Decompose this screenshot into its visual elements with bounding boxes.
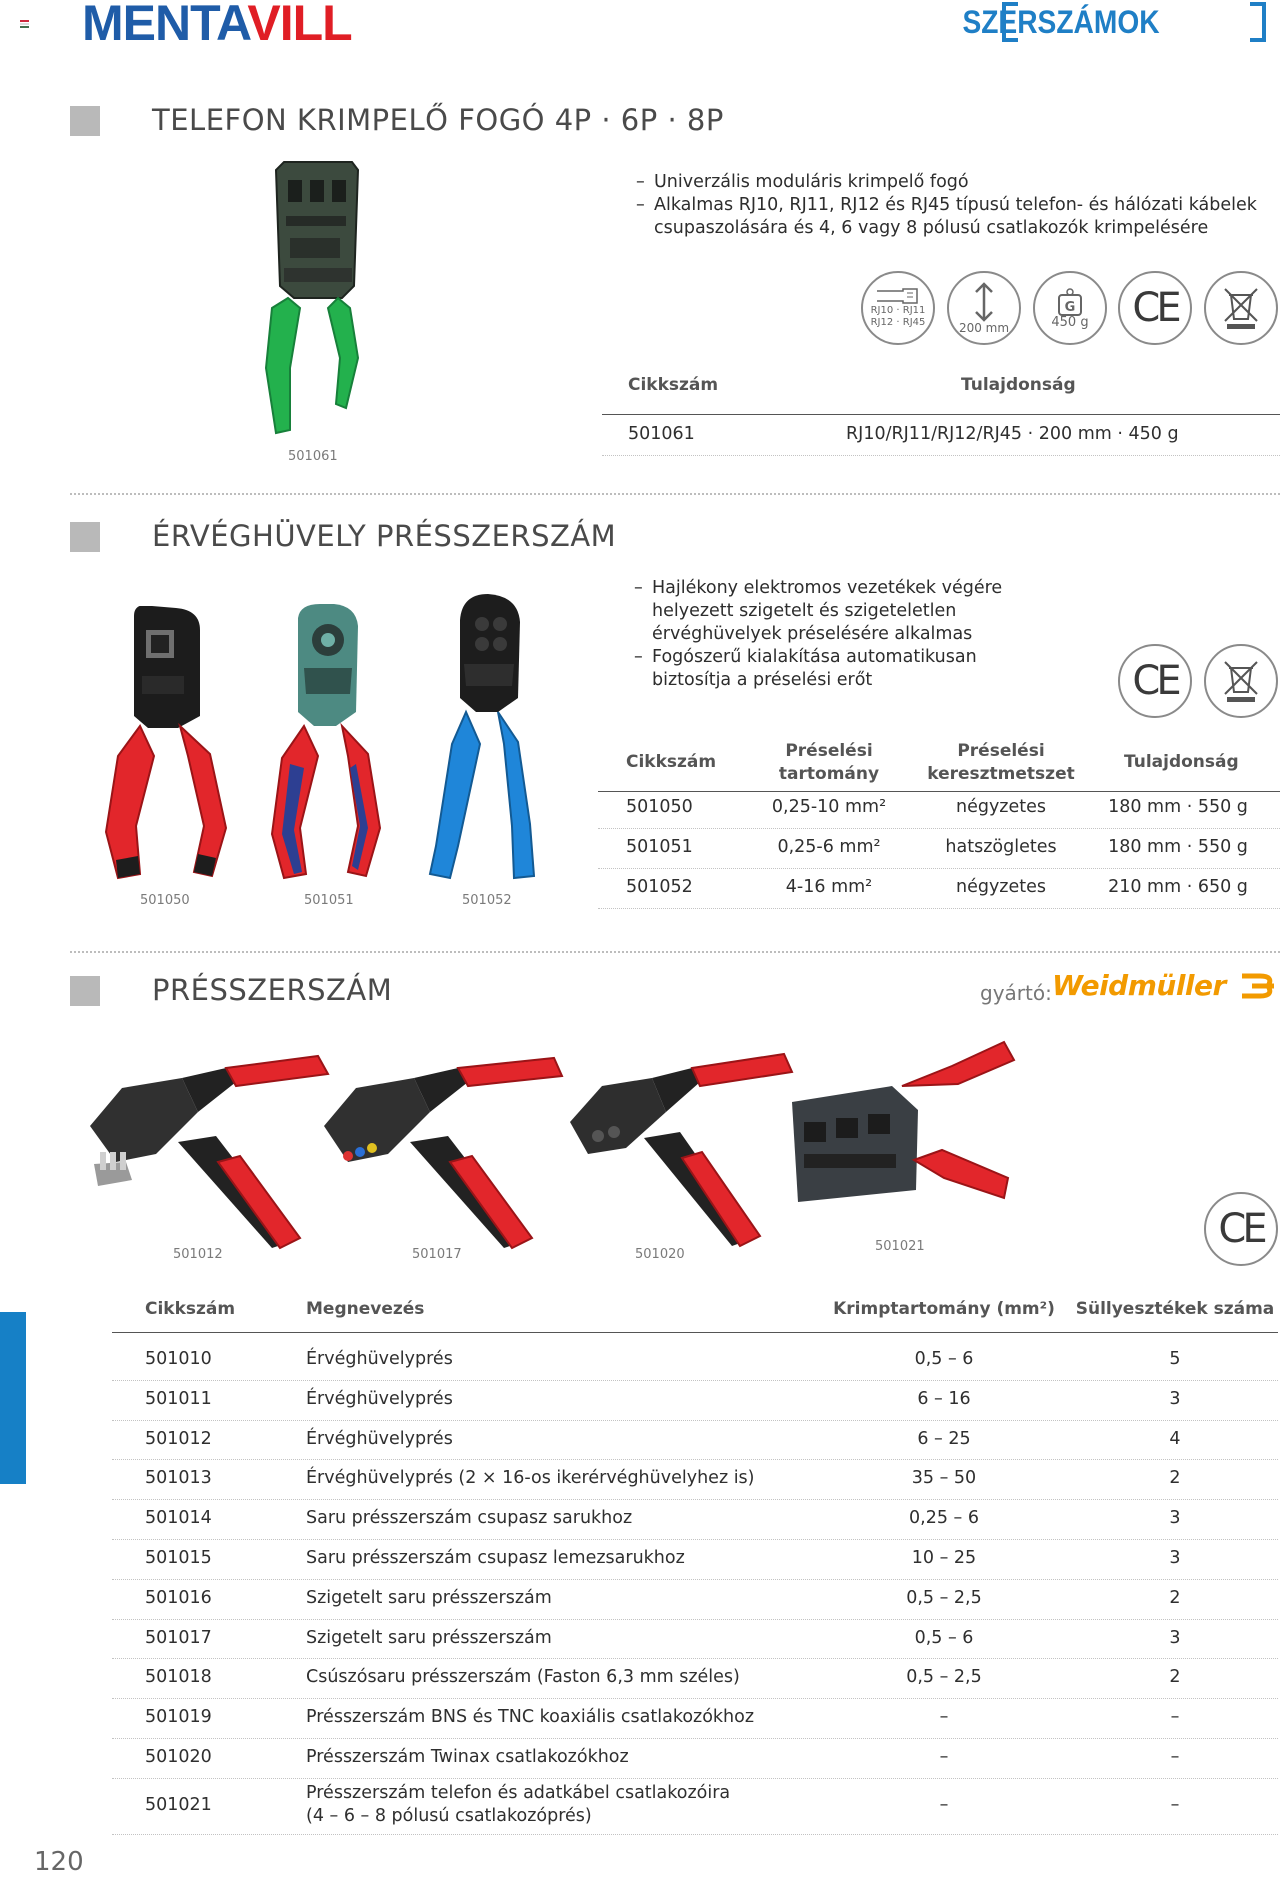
table3-cell-range: 0,25 – 6 [909,1508,979,1529]
table2-cell-property: 210 mm · 650 g [1108,877,1248,897]
table2-cell-code: 501051 [626,837,693,857]
table3-cell-range: – [939,1707,949,1728]
bullet-item: – Fogószerű kialakítása automatikusan biztosítja a préselési erőt [634,646,1034,692]
table3-cell-count: 3 [1169,1547,1181,1568]
table3-cell-code: 501010 [145,1348,212,1369]
crimper-501050-image [104,606,234,882]
table3-cell-count: – [1170,1746,1180,1767]
table3-cell-code: 501011 [145,1388,212,1409]
table1-cell-code: 501061 [628,424,695,444]
table3-header-line [112,1332,1278,1333]
table2-cell-section: négyzetes [955,797,1047,817]
table3-row-line [112,1619,1278,1620]
ce-mark-icon [1204,1192,1278,1266]
table3-cell-range: 35 – 50 [911,1468,977,1489]
table3-cell-name: Érvéghüvelyprés [306,1428,453,1449]
table2-header-range: Préselési tartomány [778,741,880,784]
table3-cell-range: 10 – 25 [911,1547,977,1568]
section-marker [70,976,100,1006]
table3-row-line [112,1380,1278,1381]
table3-header-name: Megnevezés [306,1299,425,1319]
table3-row-line [112,1499,1278,1500]
table3-row-line [112,1579,1278,1580]
table3-cell-name-line2: (4 – 6 – 8 pólusú csatlakozóprés) [306,1805,592,1826]
section-title-erveghuvely: ÉRVÉGHÜVELY PRÉSSZERSZÁM [152,519,617,553]
table3-cell-range: – [939,1794,949,1815]
table2-cell-section: hatszögletes [945,837,1057,857]
table2-cell-section: négyzetes [955,877,1047,897]
table3-cell-count: 2 [1169,1587,1181,1608]
image-code-501020: 501020 [635,1247,685,1262]
table2-cell-property: 180 mm · 550 g [1108,797,1248,817]
ce-mark-text: CE [1132,285,1178,331]
crimper-501052-image [422,594,552,880]
table2-header-section: Préselési keresztmetszet [927,741,1075,784]
table3-row-line [112,1698,1278,1699]
image-code-501052: 501052 [462,893,512,908]
presstool-501017-image [318,1052,564,1252]
table2-row-line [598,868,1280,869]
table3-cell-code: 501012 [145,1428,212,1449]
table3-cell-code: 501017 [145,1627,212,1648]
table2-cell-range: 4-16 mm² [785,877,873,897]
page-number: 120 [34,1847,84,1877]
table3-row-line [112,1539,1278,1540]
presstool-501021-image [782,1040,1022,1240]
weee-bin-icon [1204,271,1278,345]
table1-cell-property: RJ10/RJ11/RJ12/RJ45 · 200 mm · 450 g [846,424,1179,444]
crimper-501061-image [254,158,374,438]
table2-row-line [598,908,1280,909]
table3-cell-name: Érvéghüvelyprés [306,1388,453,1409]
bullet-item: – Hajlékony elektromos vezetékek végére helyezett szigetelt és szigeteletlen érvéghüvelyek préselésére alkalmas [634,577,1034,646]
table2-cell-code: 501050 [626,797,693,817]
table3-cell-range: 0,5 – 6 [914,1348,974,1369]
table3-row-line [112,1658,1278,1659]
logo-part-menta: MENTA [82,0,248,51]
section-title-presszerszam: PRÉSSZERSZÁM [152,973,393,1007]
table2-header-line [598,791,1280,792]
weight-icon [1033,271,1107,345]
table1-header-line [602,414,1280,415]
flag-icon [20,20,29,27]
table3-cell-range: – [939,1746,949,1767]
length-icon [947,271,1021,345]
table3-cell-range: 0,5 – 2,5 [906,1667,982,1688]
logo-part-vill: VILL [247,0,352,51]
table3-row-line [112,1738,1278,1739]
table3-cell-count: 3 [1169,1508,1181,1529]
table2-row-line [598,828,1280,829]
ce-mark-text: CE [1218,1206,1264,1252]
table3-cell-code: 501015 [145,1547,212,1568]
weight-value: 450 g [1051,315,1089,330]
table3-cell-code: 501013 [145,1468,212,1489]
table3-header-code: Cikkszám [145,1299,236,1319]
crimper-501051-image [264,604,394,882]
table3-cell-count: – [1170,1794,1180,1815]
image-code-501050: 501050 [140,893,190,908]
table3-header-count: Süllyesztékek száma [1075,1299,1275,1319]
connector-types-line1: RJ10 · RJ11 [870,305,926,316]
table3-cell-range: 0,5 – 6 [914,1627,974,1648]
table1-header-property: Tulajdonság [961,375,1076,395]
table3-cell-count: 5 [1169,1348,1181,1369]
table3-cell-count: 3 [1169,1388,1181,1409]
table3-cell-name: Szigetelt saru présszerszám [306,1627,552,1648]
weee-bin-icon [1204,644,1278,718]
table3-row-line [112,1459,1278,1460]
weidmuller-mark-icon [1240,970,1276,1006]
section2-bullets [634,577,1034,692]
table3-cell-name: Érvéghüvelyprés (2 × 16-os ikerérvéghüvelyhez is) [306,1468,755,1489]
table3-cell-name: Présszerszám BNS és TNC koaxiális csatlakozókhoz [306,1707,755,1728]
table3-cell-code: 501014 [145,1508,212,1529]
table3-cell-count: 2 [1169,1468,1181,1489]
table3-row-line [112,1420,1278,1421]
table3-cell-code: 501021 [145,1794,212,1815]
image-code-501021: 501021 [875,1239,925,1254]
table3-cell-code: 501018 [145,1667,212,1688]
image-code-501051: 501051 [304,893,354,908]
table3-cell-code: 501016 [145,1587,212,1608]
table3-cell-name: Szigetelt saru présszerszám [306,1587,552,1608]
table3-cell-count: – [1170,1707,1180,1728]
section-marker [70,106,100,136]
table3-cell-range: 6 – 16 [917,1388,971,1409]
table1-header-code: Cikkszám [628,375,719,395]
table3-row-line [112,1778,1278,1779]
table3-cell-range: 6 – 25 [917,1428,971,1449]
presstool-501020-image [548,1050,794,1250]
bracket-right [1250,2,1266,42]
table3-header-range: Krimptartomány (mm²) [833,1299,1055,1319]
table3-cell-count: 3 [1169,1627,1181,1648]
category-title: SZERSZÁMOK [962,4,1160,40]
table3-cell-name: Érvéghüvelyprés [306,1348,453,1369]
table3-cell-name: Saru présszerszám csupasz sarukhoz [306,1508,633,1529]
length-value: 200 mm [958,321,1010,335]
table3-cell-name: Présszerszám Twinax csatlakozókhoz [306,1746,629,1767]
table3-cell-name: Csúszósaru présszerszám (Faston 6,3 mm széles) [306,1667,740,1688]
table2-cell-range: 0,25-10 mm² [771,797,887,817]
brand-logo [82,0,352,51]
table2-header-code: Cikkszám [626,752,717,772]
table3-row-line [112,1834,1278,1835]
weidmuller-logo: Weidmüller [1052,969,1226,1002]
image-code-501061: 501061 [288,449,338,464]
ce-mark-icon [1118,644,1192,718]
section-divider [70,951,1280,953]
ce-mark-text: CE [1132,658,1178,704]
section-title-telefon: TELEFON KRIMPELŐ FOGÓ 4P · 6P · 8P [152,103,724,137]
section-divider [70,493,1280,495]
weight-symbol: G [1064,300,1076,315]
table3-cell-count: 4 [1169,1428,1181,1449]
table3-cell-code: 501019 [145,1707,212,1728]
table3-cell-range: 0,5 – 2,5 [906,1587,982,1608]
table3-cell-count: 2 [1169,1667,1181,1688]
table3-cell-name: Présszerszám telefon és adatkábel csatlakozóira [306,1782,731,1803]
connector-types-icon [861,271,935,345]
manufacturer-label: gyártó: [980,981,1052,1005]
image-code-501012: 501012 [173,1247,223,1262]
table2-cell-range: 0,25-6 mm² [777,837,881,857]
bullet-item: – Alkalmas RJ10, RJ11, RJ12 és RJ45 típusú telefon- és hálózati kábelek csupaszolására és 4, 6 vagy 8 pólusú csatlakozók krimpelésére [636,194,1280,240]
presstool-501012-image [86,1052,332,1252]
table2-cell-property: 180 mm · 550 g [1108,837,1248,857]
blue-side-tab [0,1312,26,1484]
section-marker [70,522,100,552]
image-code-501017: 501017 [412,1247,462,1262]
ce-mark-icon [1118,271,1192,345]
connector-types-line2: RJ12 · RJ45 [870,317,926,328]
table2-header-property: Tulajdonság [1124,752,1239,772]
table3-cell-code: 501020 [145,1746,212,1767]
table3-cell-name: Saru présszerszám csupasz lemezsarukhoz [306,1547,685,1568]
table1-row-line [602,455,1280,456]
table2-cell-code: 501052 [626,877,693,897]
bullet-item: – Univerzális moduláris krimpelő fogó [636,171,1280,194]
section1-bullets [636,171,1280,240]
